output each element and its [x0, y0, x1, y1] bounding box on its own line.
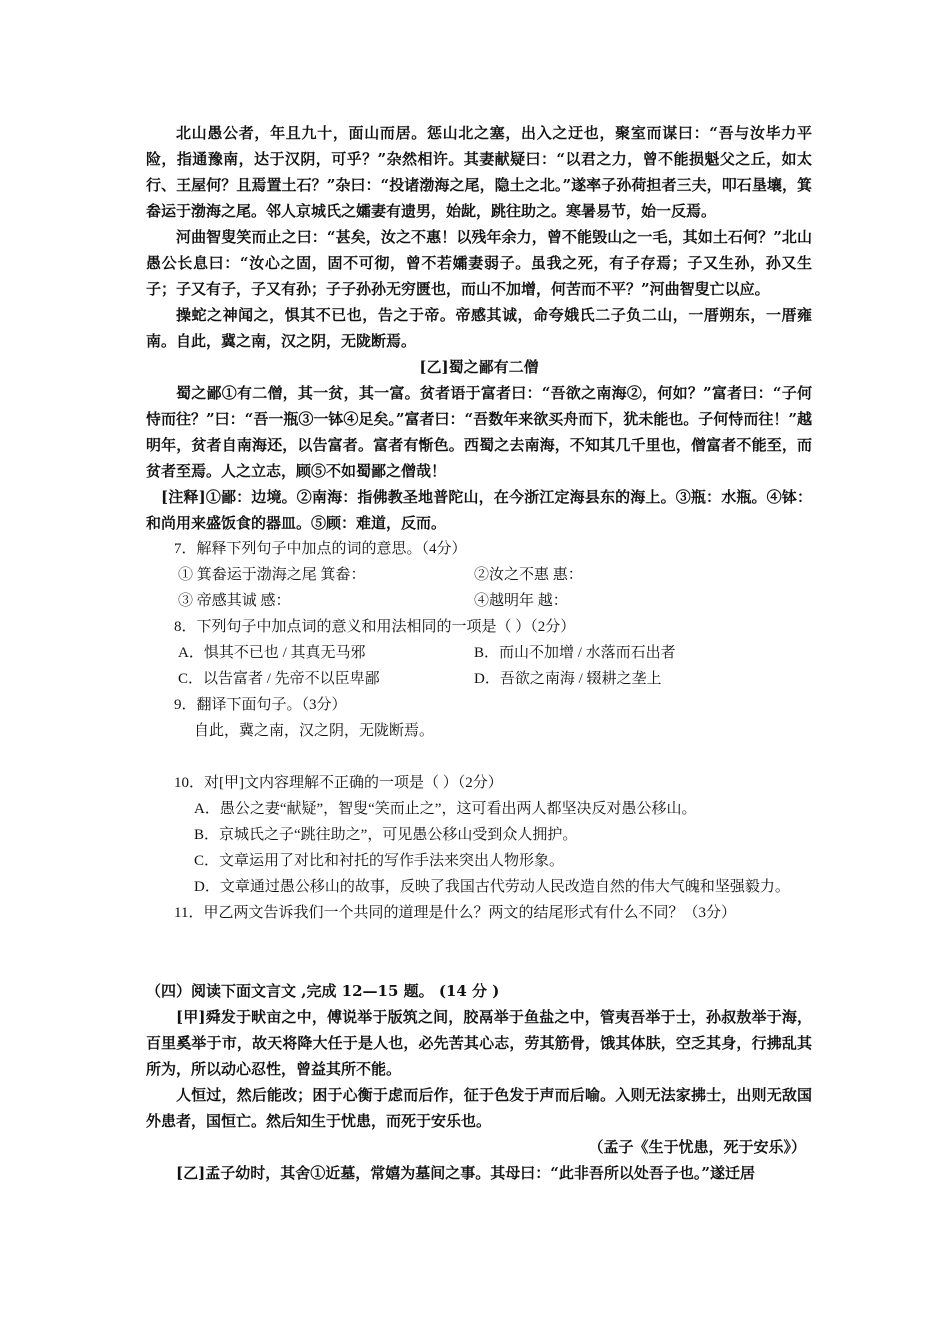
section-4-paragraph-2: 人恒过，然后能改；困于心衡于虑而后作，征于色发于声而后喻。入则无法家拂士，出则无敌国外患者，国恒亡。然后知生于忧患，而死于安乐也。 — [146, 1086, 812, 1130]
answer-space — [146, 744, 812, 770]
question-10-option-c: C．文章运用了对比和衬托的写作手法来突出人物形象。 — [194, 853, 565, 869]
question-7-row-1 — [146, 562, 812, 588]
yi-title: [乙]蜀之鄙有二僧 — [419, 358, 539, 376]
question-7-stem: 7．解释下列句子中加点的词的意思。（4分） — [174, 541, 467, 557]
question-8-stem: 8．下列句子中加点词的意义和用法相同的一项是（ ）（2分） — [174, 619, 576, 635]
section-4-paragraph-3: [乙]孟子幼时，其舍①近墓，常嬉为墓间之事。其母曰：“此非吾所以处吾子也。”遂迁居 — [176, 1164, 755, 1182]
question-8-row-1 — [146, 640, 812, 666]
yi-annotation: [注释]①鄙：边境。②南海：指佛教圣地普陀山，在今浙江定海县东的海上。③瓶：水瓶。④钵：和尚用来盛饭食的器皿。⑤顾：难道，反而。 — [146, 488, 812, 532]
question-7-row-2 — [146, 588, 812, 614]
jia-paragraph-2: 河曲智叟笑而止之曰：“甚矣，汝之不惠！以残年余力，曾不能毁山之一毛，其如土石何？”北山愚公长息曰：“汝心之固，固不可彻，曾不若孀妻弱子。虽我之死，有子存焉；子又生孙，孙又生子；子又有子，子又有孙；子子孙孙无穷匮也，而山不加增，何苦而不平？”河曲智叟亡以应。 — [146, 228, 812, 298]
question-8-option-c: C．以告富者 / 先帝不以臣卑鄙 — [178, 671, 380, 687]
document-page — [146, 120, 812, 1186]
question-10-option-a: A．愚公之妻“献疑”，智叟“笑而止之”，这可看出两人都坚决反对愚公移山。 — [194, 801, 697, 817]
jia-paragraph-3: 操蛇之神闻之，惧其不已也，告之于帝。帝感其诚，命夸娥氏二子负二山，一厝朔东，一厝雍南。自此，冀之南，汉之阴，无陇断焉。 — [146, 306, 812, 350]
question-10-option-d: D．文章通过愚公移山的故事，反映了我国古代劳动人民改造自然的伟大气魄和坚强毅力。 — [194, 879, 790, 895]
question-7-item-3: ③ 帝感其诚 感： — [178, 593, 291, 609]
question-9-stem: 9．翻译下面句子。（3分） — [174, 697, 347, 713]
question-8-option-b: B．而山不加增 / 水落而石出者 — [474, 645, 676, 661]
question-9-sentence: 自此，冀之南，汉之阴，无陇断焉。 — [194, 723, 435, 739]
question-7-item-4: ④越明年 越： — [474, 593, 568, 609]
section-4-heading: （四）阅读下面文言文 ,完成 12—15 题。 (14 分 ) — [146, 982, 500, 1000]
question-7-item-2: ②汝之不惠 惠： — [474, 567, 583, 583]
answer-space — [146, 926, 812, 952]
question-7-item-1: ① 箕畚运于渤海之尾 箕畚： — [178, 567, 366, 583]
question-10-stem: 10．对[甲]文内容理解不正确的一项是（ ）（2分） — [174, 775, 503, 791]
question-8-row-2 — [146, 666, 812, 692]
question-8-option-a: A．惧其不已也 / 其真无马邪 — [178, 645, 366, 661]
section-4-source: （孟子《生于忧患，死于安乐》） — [588, 1138, 806, 1156]
jia-paragraph-1: 北山愚公者，年且九十，面山而居。惩山北之塞，出入之迂也，聚室而谋曰：“吾与汝毕力平险，指通豫南，达于汉阴，可乎？”杂然相许。其妻献疑曰：“以君之力，曾不能损魁父之丘，如太行、王屋何？且焉置土石？”杂曰：“投诸渤海之尾，隐土之北。”遂率子孙荷担者三夫，叩石垦壤，箕畚运于渤海之尾。邻人京城氏之孀妻有遗男，始龀，跳往助之。寒暑易节，始一反焉。 — [146, 124, 812, 220]
question-8-option-d: D．吾欲之南海 / 辍耕之垄上 — [474, 671, 662, 687]
answer-space — [146, 952, 812, 978]
yi-paragraph: 蜀之鄙①有二僧，其一贫，其一富。贫者语于富者曰：“吾欲之南海②，何如？”富者曰：“子何恃而往？”曰：“吾一瓶③一钵④足矣。”富者曰：“吾数年来欲买舟而下，犹未能也。子何恃而往！”越明年，贫者自南海还，以告富者。富者有惭色。西蜀之去南海，不知其几千里也，僧富者不能至，而贫者至焉。人之立志，顾⑤不如蜀鄙之僧哉！ — [146, 384, 812, 480]
question-10-option-b: B．京城氏之子“跳往助之”，可见愚公移山受到众人拥护。 — [194, 827, 578, 843]
section-4-paragraph-1: [甲]舜发于畎亩之中，傅说举于版筑之间，胶鬲举于鱼盐之中，管夷吾举于士，孙叔敖举于海，百里奚举于市，故天将降大任于是人也，必先苦其心志，劳其筋骨，饿其体肤，空乏其身，行拂乱其所为，所以动心忍性，曾益其所不能。 — [146, 1008, 812, 1078]
question-11-stem: 11．甲乙两文告诉我们一个共同的道理是什么？两文的结尾形式有什么不同？（3分） — [174, 905, 736, 921]
